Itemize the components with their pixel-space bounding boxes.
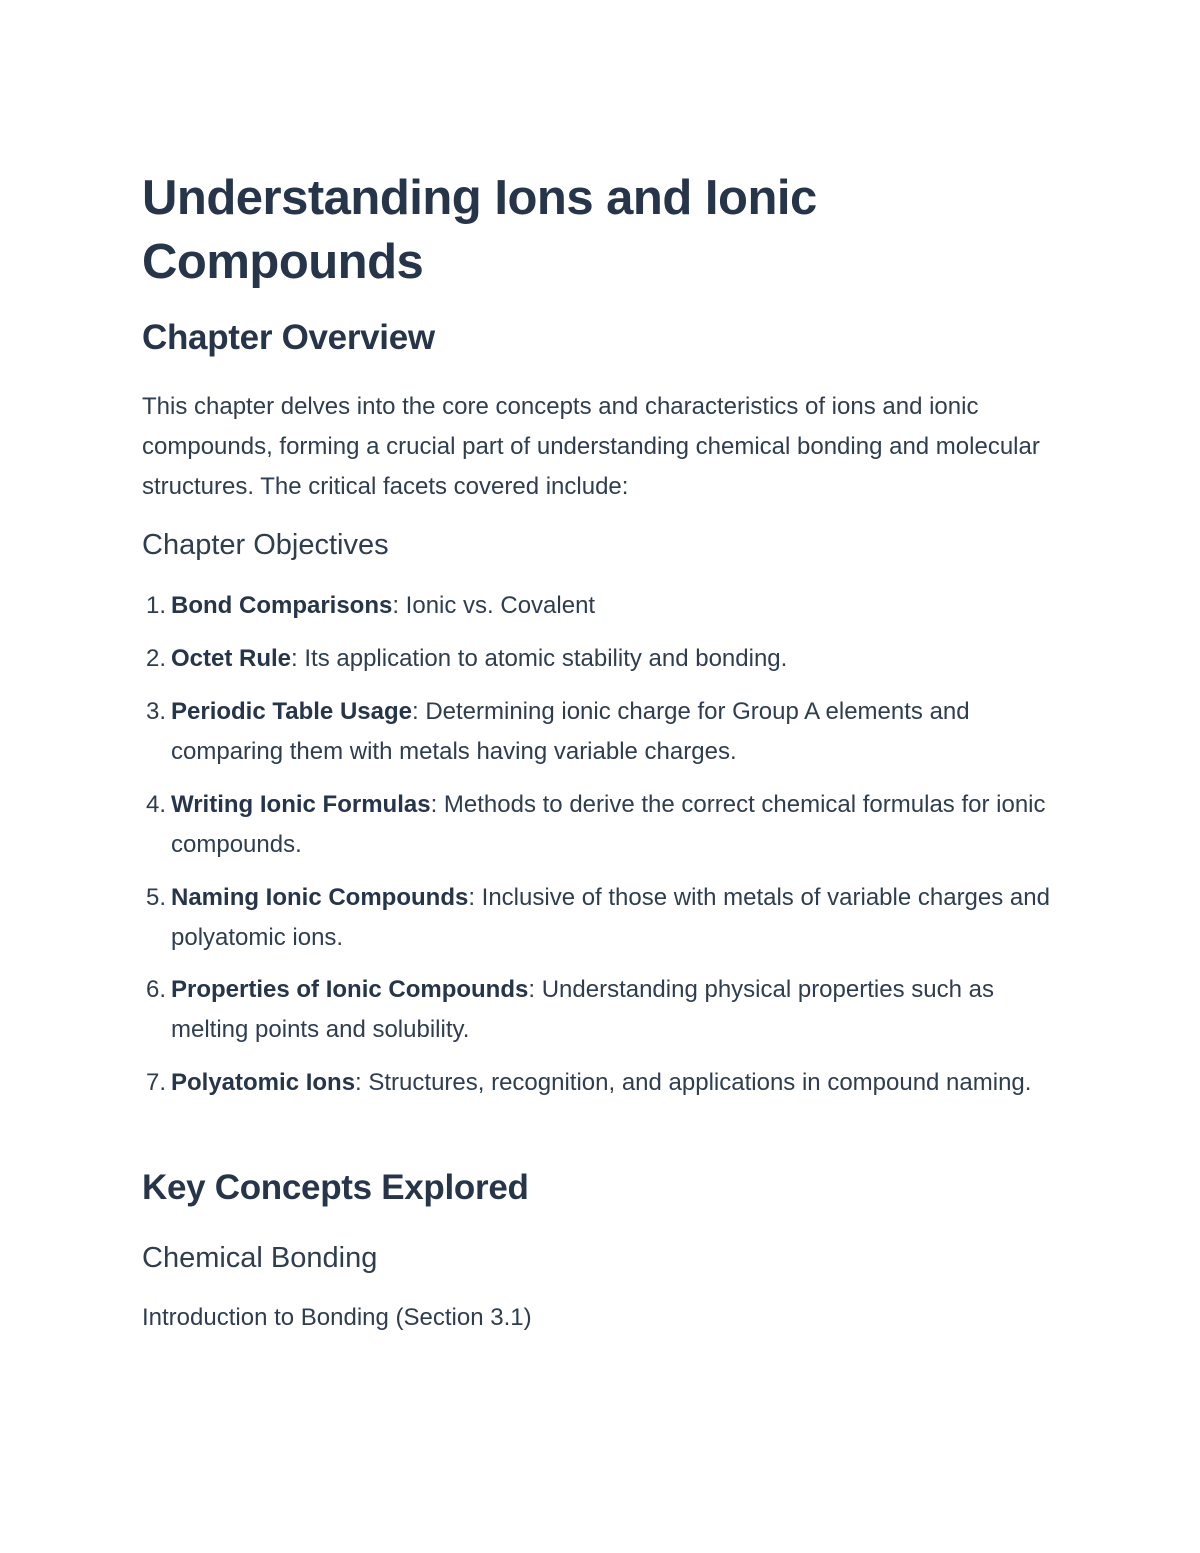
objective-description: : Inclusive of those with metals of variable charges and polyatomic ions. [171, 884, 1050, 951]
objective-number: 7. [145, 1069, 166, 1096]
overview-paragraph: This chapter delves into the core concepts and characteristics of ions and ionic compounds, forming a crucial part of understanding chemical bonding and molecular structures. The critical facets covered include: [142, 393, 1040, 500]
objective-number: 3. [145, 698, 166, 725]
objective-term: Octet Rule [171, 645, 292, 672]
objective-term: Periodic Table Usage [171, 698, 412, 725]
section-heading: Introduction to Bonding (Section 3.1) [142, 1304, 532, 1331]
objective-number: 1. [145, 592, 166, 619]
objective-item [142, 970, 1062, 1050]
objective-number: 5. [145, 884, 166, 911]
objective-item [142, 1063, 1062, 1103]
chemical-bonding-heading: Chemical Bonding [142, 1242, 378, 1274]
objective-number: 4. [145, 791, 166, 818]
objective-term: Naming Ionic Compounds [171, 884, 469, 911]
objective-term: Bond Comparisons [171, 592, 393, 619]
objectives-heading: Chapter Objectives [142, 529, 389, 561]
overview-heading: Chapter Overview [142, 318, 435, 357]
objective-item [142, 692, 1062, 772]
objective-description: : Ionic vs. Covalent [392, 592, 596, 619]
objective-item [142, 639, 1062, 679]
objective-description: : Determining ionic charge for Group A elements and comparing them with metals having variable charges. [171, 698, 970, 765]
objective-number: 6. [145, 976, 166, 1003]
objective-description: : Understanding physical properties such as melting points and solubility. [171, 976, 994, 1043]
objective-term: Properties of Ionic Compounds [171, 976, 529, 1003]
objective-description: : Structures, recognition, and applications in compound naming. [355, 1069, 1032, 1096]
objective-description: : Methods to derive the correct chemical formulas for ionic compounds. [171, 791, 1046, 858]
objective-term: Polyatomic Ions [171, 1069, 356, 1096]
objective-item [142, 878, 1062, 958]
objective-item [142, 586, 1062, 626]
objective-number: 2. [145, 645, 166, 672]
objective-item [142, 785, 1062, 865]
key-concepts-heading: Key Concepts Explored [142, 1168, 529, 1207]
objective-term: Writing Ionic Formulas [171, 791, 431, 818]
objective-description: : Its application to atomic stability and bonding. [291, 645, 788, 672]
document-title: Understanding Ions and Ionic Compounds [142, 171, 817, 289]
